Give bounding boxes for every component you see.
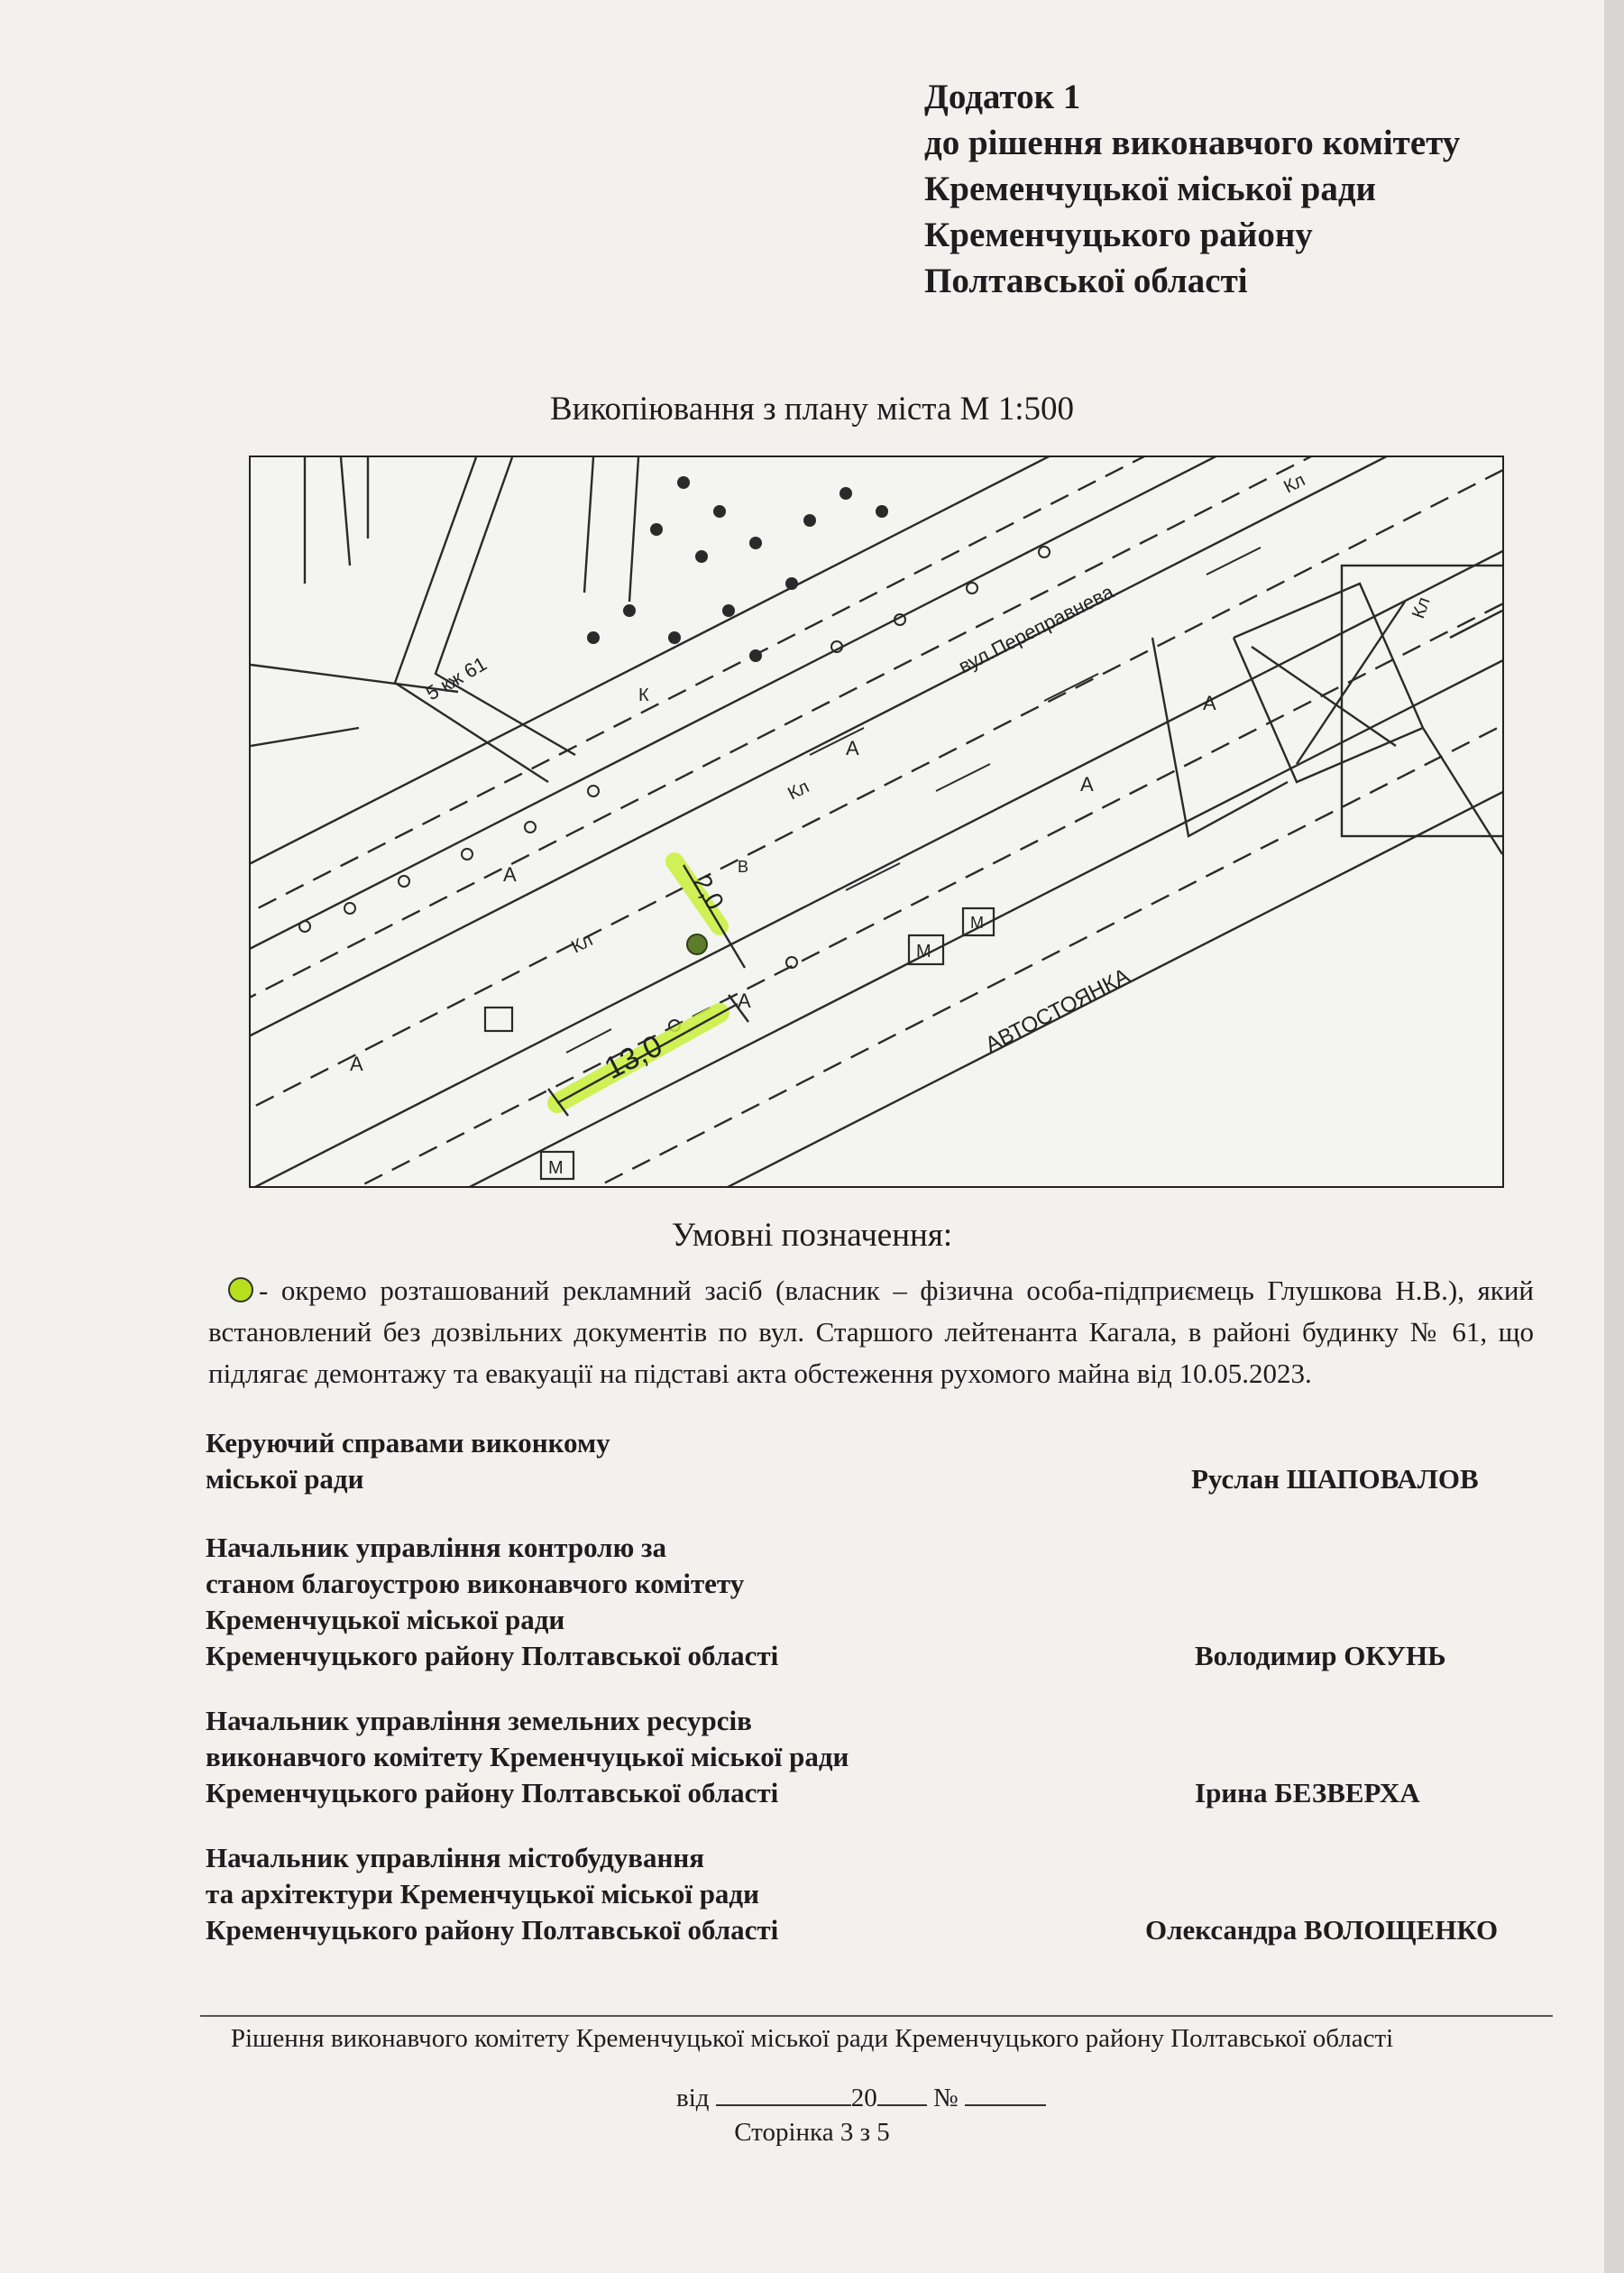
map-symbol: А (503, 863, 517, 886)
map-symbol: А (1080, 773, 1094, 796)
legend-title: Умовні позначення: (671, 1217, 953, 1254)
map-symbol: К (638, 686, 649, 705)
page-number: Сторінка 3 з 5 (734, 2118, 890, 2147)
appendix-line: Додаток 1 (924, 78, 1081, 116)
date-year: 20 (850, 2084, 877, 2112)
appendix-line: Полтавської області (924, 262, 1248, 300)
street-label: вул.Переправнева (954, 580, 1117, 678)
signatory-name: Володимир ОКУНЬ (1195, 1640, 1446, 1671)
footer-decision: Рішення виконавчого комітету Кременчуцької міської ради Кременчуцького району Полтавської області (230, 2024, 1394, 2053)
signatory-name: Ірина БЕЗВЕРХА (1195, 1777, 1420, 1808)
signature-block (206, 1425, 1540, 1497)
appendix-header (924, 74, 1460, 304)
map-symbol: В (738, 858, 749, 876)
map-symbol: Кл (1280, 470, 1309, 498)
map-symbol: М (970, 914, 984, 932)
date-prefix: від (676, 2084, 710, 2112)
map-symbol: Кл (1408, 594, 1435, 621)
map-labels (350, 470, 1435, 1178)
page-edge (1604, 0, 1624, 2273)
legend-description: - окремо розташований рекламний засіб (власник – фізична особа-підприємець Глушкова Н.В.), який встановлений без дозвільних документів по вул. Старшого лейтенанта Кагала, в районі будинку № 61, що підлягає демонтажу та евакуації на підставі акта обстеження рухомого майна від 10.05.2023. (208, 1275, 1534, 1389)
map-symbol: Кл (784, 777, 813, 805)
number-blank (965, 2084, 1046, 2106)
map-symbol: М (916, 942, 931, 962)
appendix-line: до рішення виконавчого комітету (924, 124, 1461, 162)
appendix-line: Кременчуцького району (924, 216, 1313, 254)
signature-block (206, 1840, 1540, 1948)
map-symbol: А (846, 737, 859, 759)
number-sign: № (933, 2084, 959, 2112)
footer-divider (200, 2015, 1553, 2017)
plan-drawing (251, 457, 1502, 1186)
pole-symbols (299, 547, 1050, 1031)
building-label: 5 кж 61 (422, 652, 491, 705)
signatory-position: Начальник управління земельних ресурсів виконавчого комітету Кременчуцької міської ради Кременчуцького району Полтавської області (206, 1705, 849, 1808)
advertising-marker (687, 934, 707, 954)
signatory-position: Керуючий справами виконкому міської ради (206, 1427, 610, 1495)
road-lines (251, 457, 1502, 1186)
appendix-line: Кременчуцької міської ради (924, 170, 1377, 208)
year-blank (877, 2084, 927, 2106)
map-symbol: Кл (568, 930, 597, 958)
map-title: Викопіювання з плану міста М 1:500 (549, 391, 1074, 428)
signatory-position: Начальник управління містобудування та архітектури Кременчуцької міської ради Кременчуцького району Полтавської області (206, 1842, 779, 1946)
map-symbol: А (350, 1053, 363, 1075)
direction-arrows (566, 548, 1261, 1053)
map-symbol: А (738, 989, 751, 1012)
marker-dot-icon (228, 1277, 253, 1302)
city-plan-excerpt (249, 456, 1504, 1188)
signature-block (206, 1530, 1540, 1674)
measure-long-label: 13,0 (599, 1028, 668, 1087)
footer-date-line (676, 2084, 1046, 2113)
map-symbol: М (548, 1158, 564, 1178)
date-blank (716, 2084, 851, 2106)
signatory-position: Начальник управління контролю за станом благоустрою виконавчого комітету Кременчуцької міської ради Кременчуцького району Полтавської області (206, 1532, 779, 1671)
signature-block (206, 1703, 1540, 1811)
signatory-name: Олександра ВОЛОЩЕНКО (1145, 1914, 1499, 1946)
parking-label: АВТОСТОЯНКА (981, 963, 1134, 1058)
building-block (251, 457, 638, 782)
measure-short-label: 2,0 (687, 870, 730, 915)
signatory-name: Руслан ШАПОВАЛОВ (1191, 1463, 1479, 1495)
legend-entry (208, 1270, 1534, 1394)
map-symbol: А (1203, 692, 1216, 714)
